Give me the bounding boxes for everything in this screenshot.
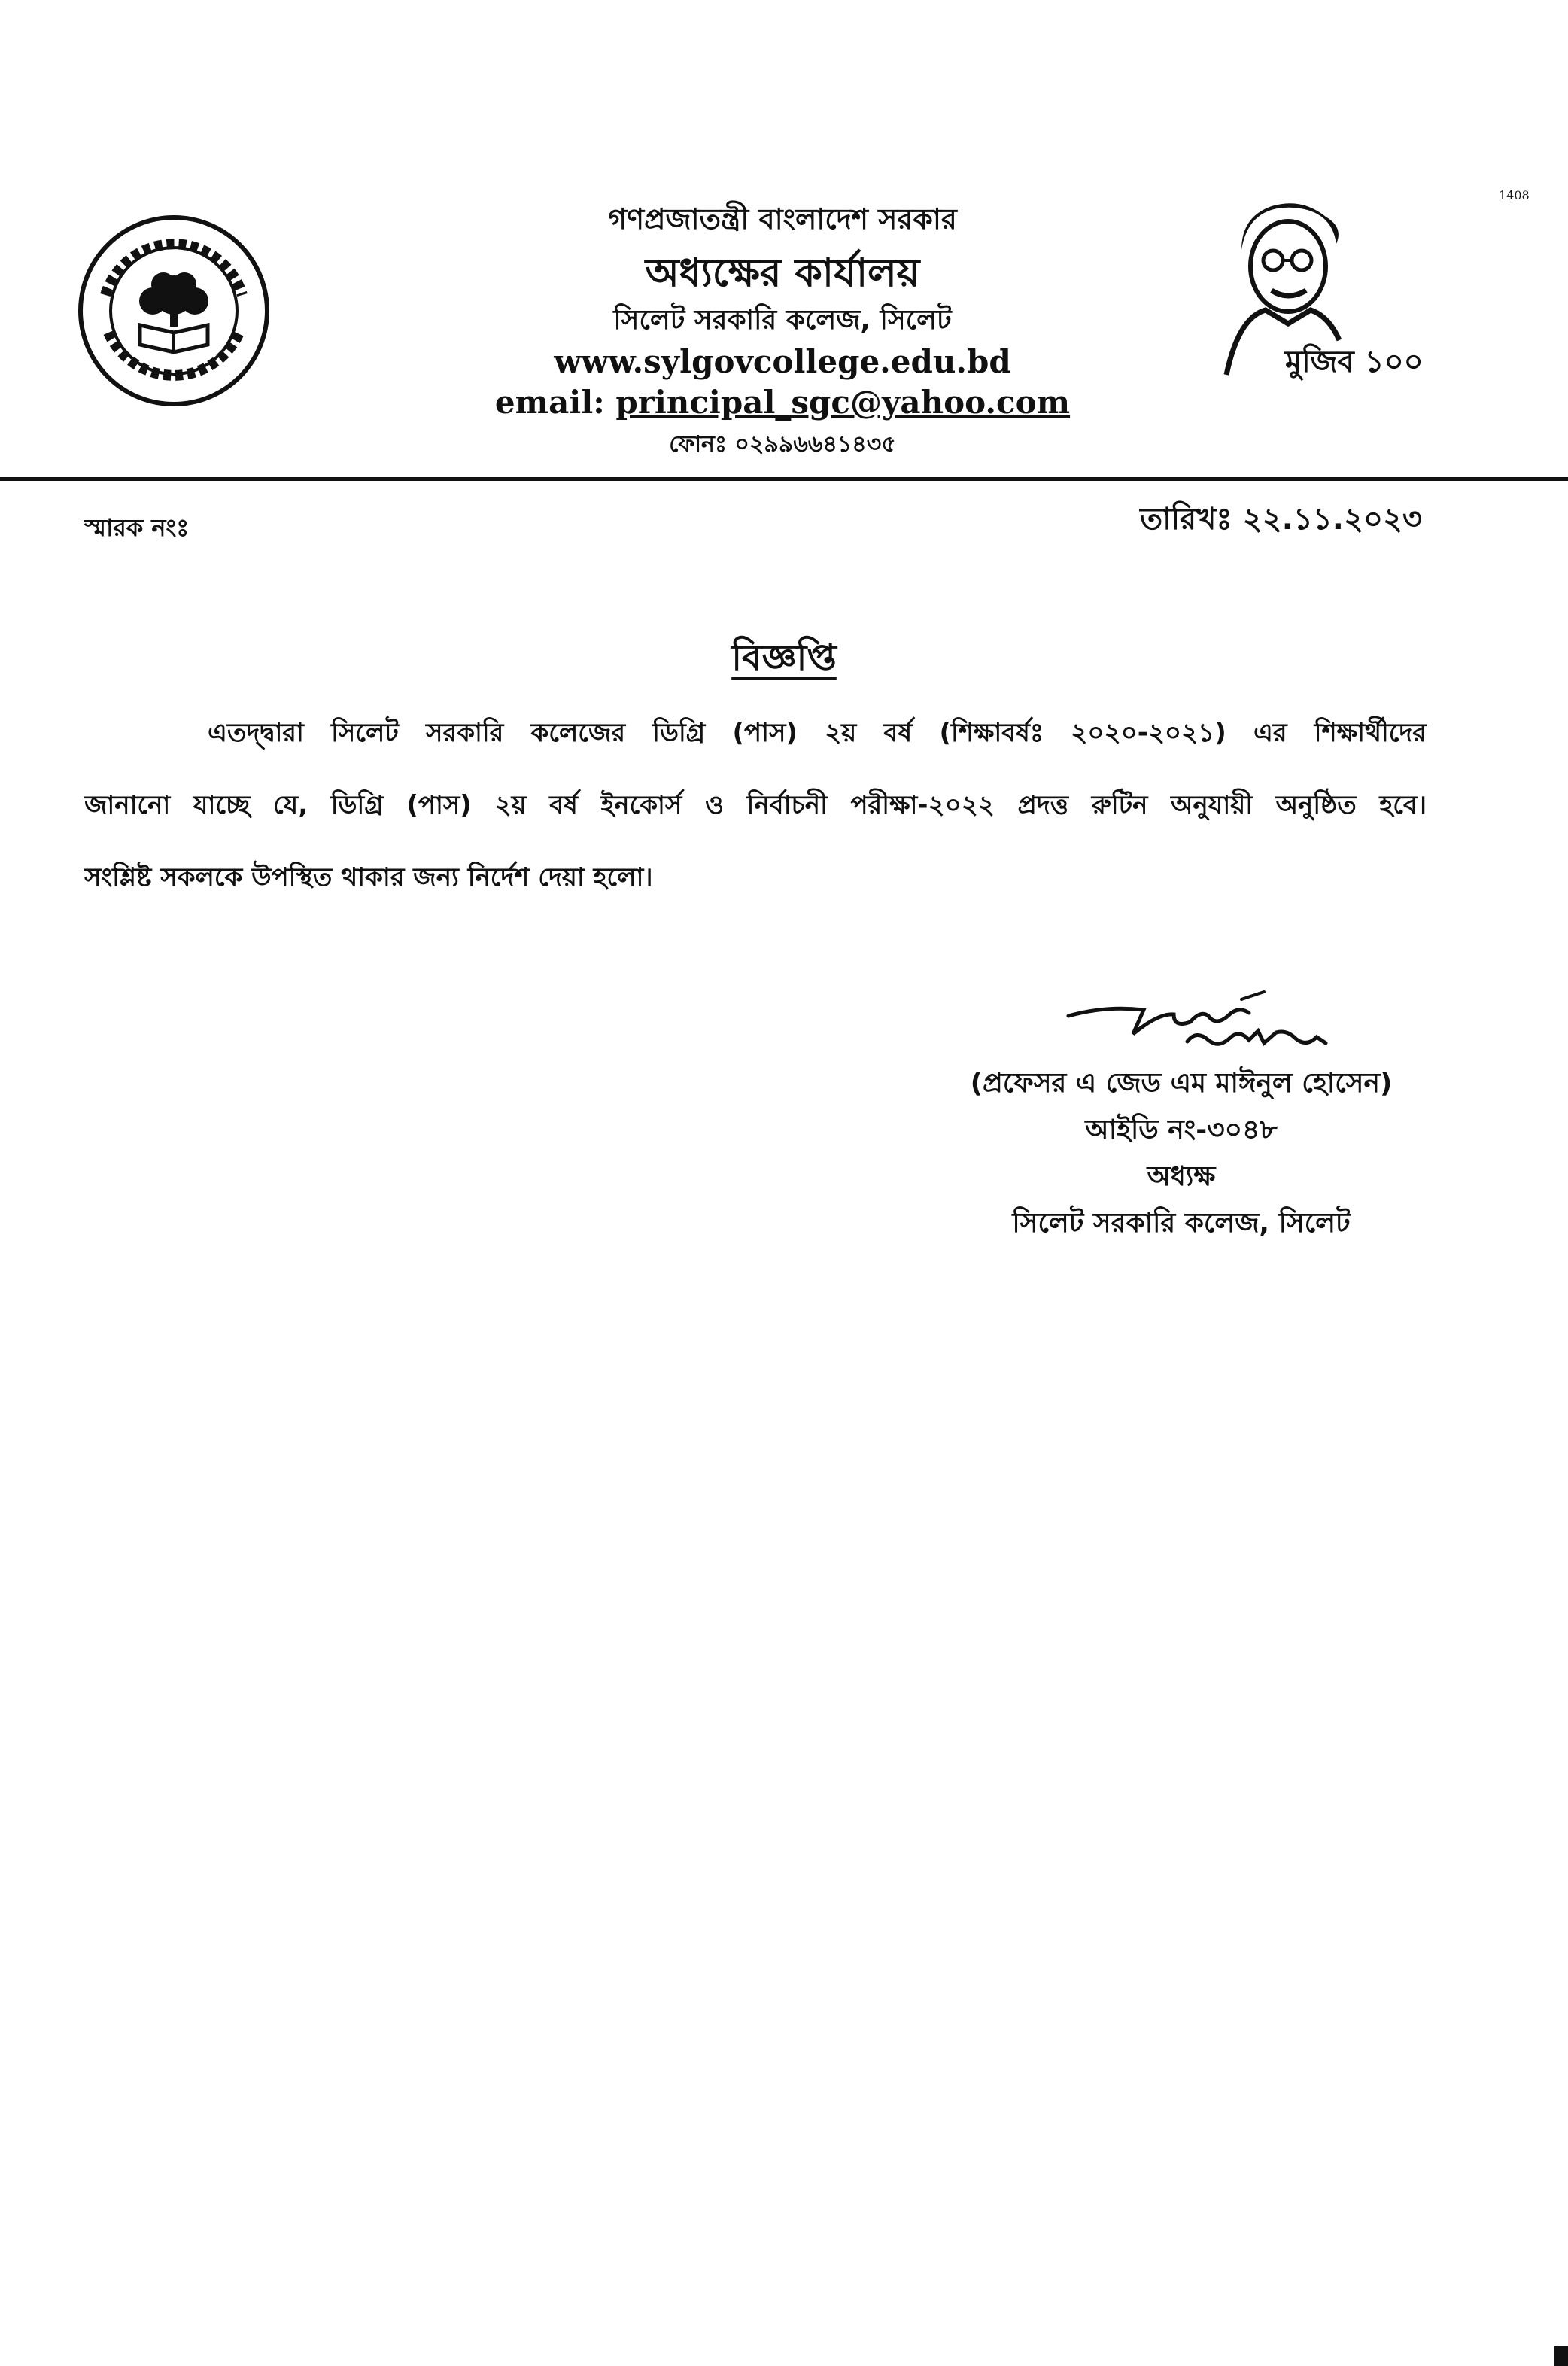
notice-body-line-1: এতদ্দ্বারা সিলেট সরকারি কলেজের ডিগ্রি (পাস) ২য় বর্ষ (শিক্ষাবর্ষঃ ২০২০-২০২১) এর শিক্ষার্থীদের	[208, 718, 1427, 748]
memo-label: স্মারক নংঃ	[84, 513, 190, 542]
notice-body-line-3: সংশ্লিষ্ট সকলকে উপস্থিত থাকার জন্য নির্দেশ দেয়া হলো।	[84, 862, 653, 893]
email-line	[451, 384, 1114, 421]
notice-title-text: বিজ্ঞপ্তি	[731, 637, 837, 679]
office-title: অধ্যক্ষের কার্যালয়	[645, 251, 920, 296]
signatory-id: আইডি নং-৩০৪৮	[1085, 1115, 1278, 1145]
email-label: email:	[494, 384, 605, 421]
header-divider	[0, 477, 1568, 481]
signatory-title: অধ্যক্ষ	[1147, 1161, 1216, 1192]
emblem-text: মুজিব ১০০	[1285, 345, 1424, 379]
notice-body-line-2: জানানো যাচ্ছে যে, ডিগ্রি (পাস) ২য় বর্ষ ইনকোর্স ও নির্বাচনী পরীক্ষা-২০২২ প্রদত্ত রুটিন অনুযায়ী অনুষ্ঠিত হবে।	[84, 790, 1427, 820]
website-link[interactable]: www.sylgovcollege.edu.bd	[554, 343, 1011, 380]
phone-number: ফোনঃ ০২৯৯৬৬৪১৪৩৫	[669, 431, 896, 458]
government-title: গণপ্রজাতন্ত্রী বাংলাদেশ সরকার	[608, 202, 957, 236]
signatory-name: (প্রফেসর এ জেড এম মাঈনুল হোসেন)	[970, 1068, 1393, 1099]
notice-date: তারিখঃ ২২.১১.২০২৩	[1140, 502, 1422, 537]
college-name: সিলেট সরকারি কলেজ, সিলেট	[613, 305, 952, 336]
college-seal-icon	[75, 212, 272, 409]
signature-icon	[1061, 983, 1362, 1066]
signatory-college: সিলেট সরকারি কলেজ, সিলেট	[1012, 1208, 1351, 1239]
scan-corner-mark	[1554, 2346, 1568, 2366]
mujib-100-emblem-icon	[1196, 197, 1424, 385]
notice-title	[634, 631, 934, 690]
page-number: 1408	[1499, 188, 1530, 202]
email-link[interactable]: principal_sgc@yahoo.com	[615, 384, 1071, 421]
